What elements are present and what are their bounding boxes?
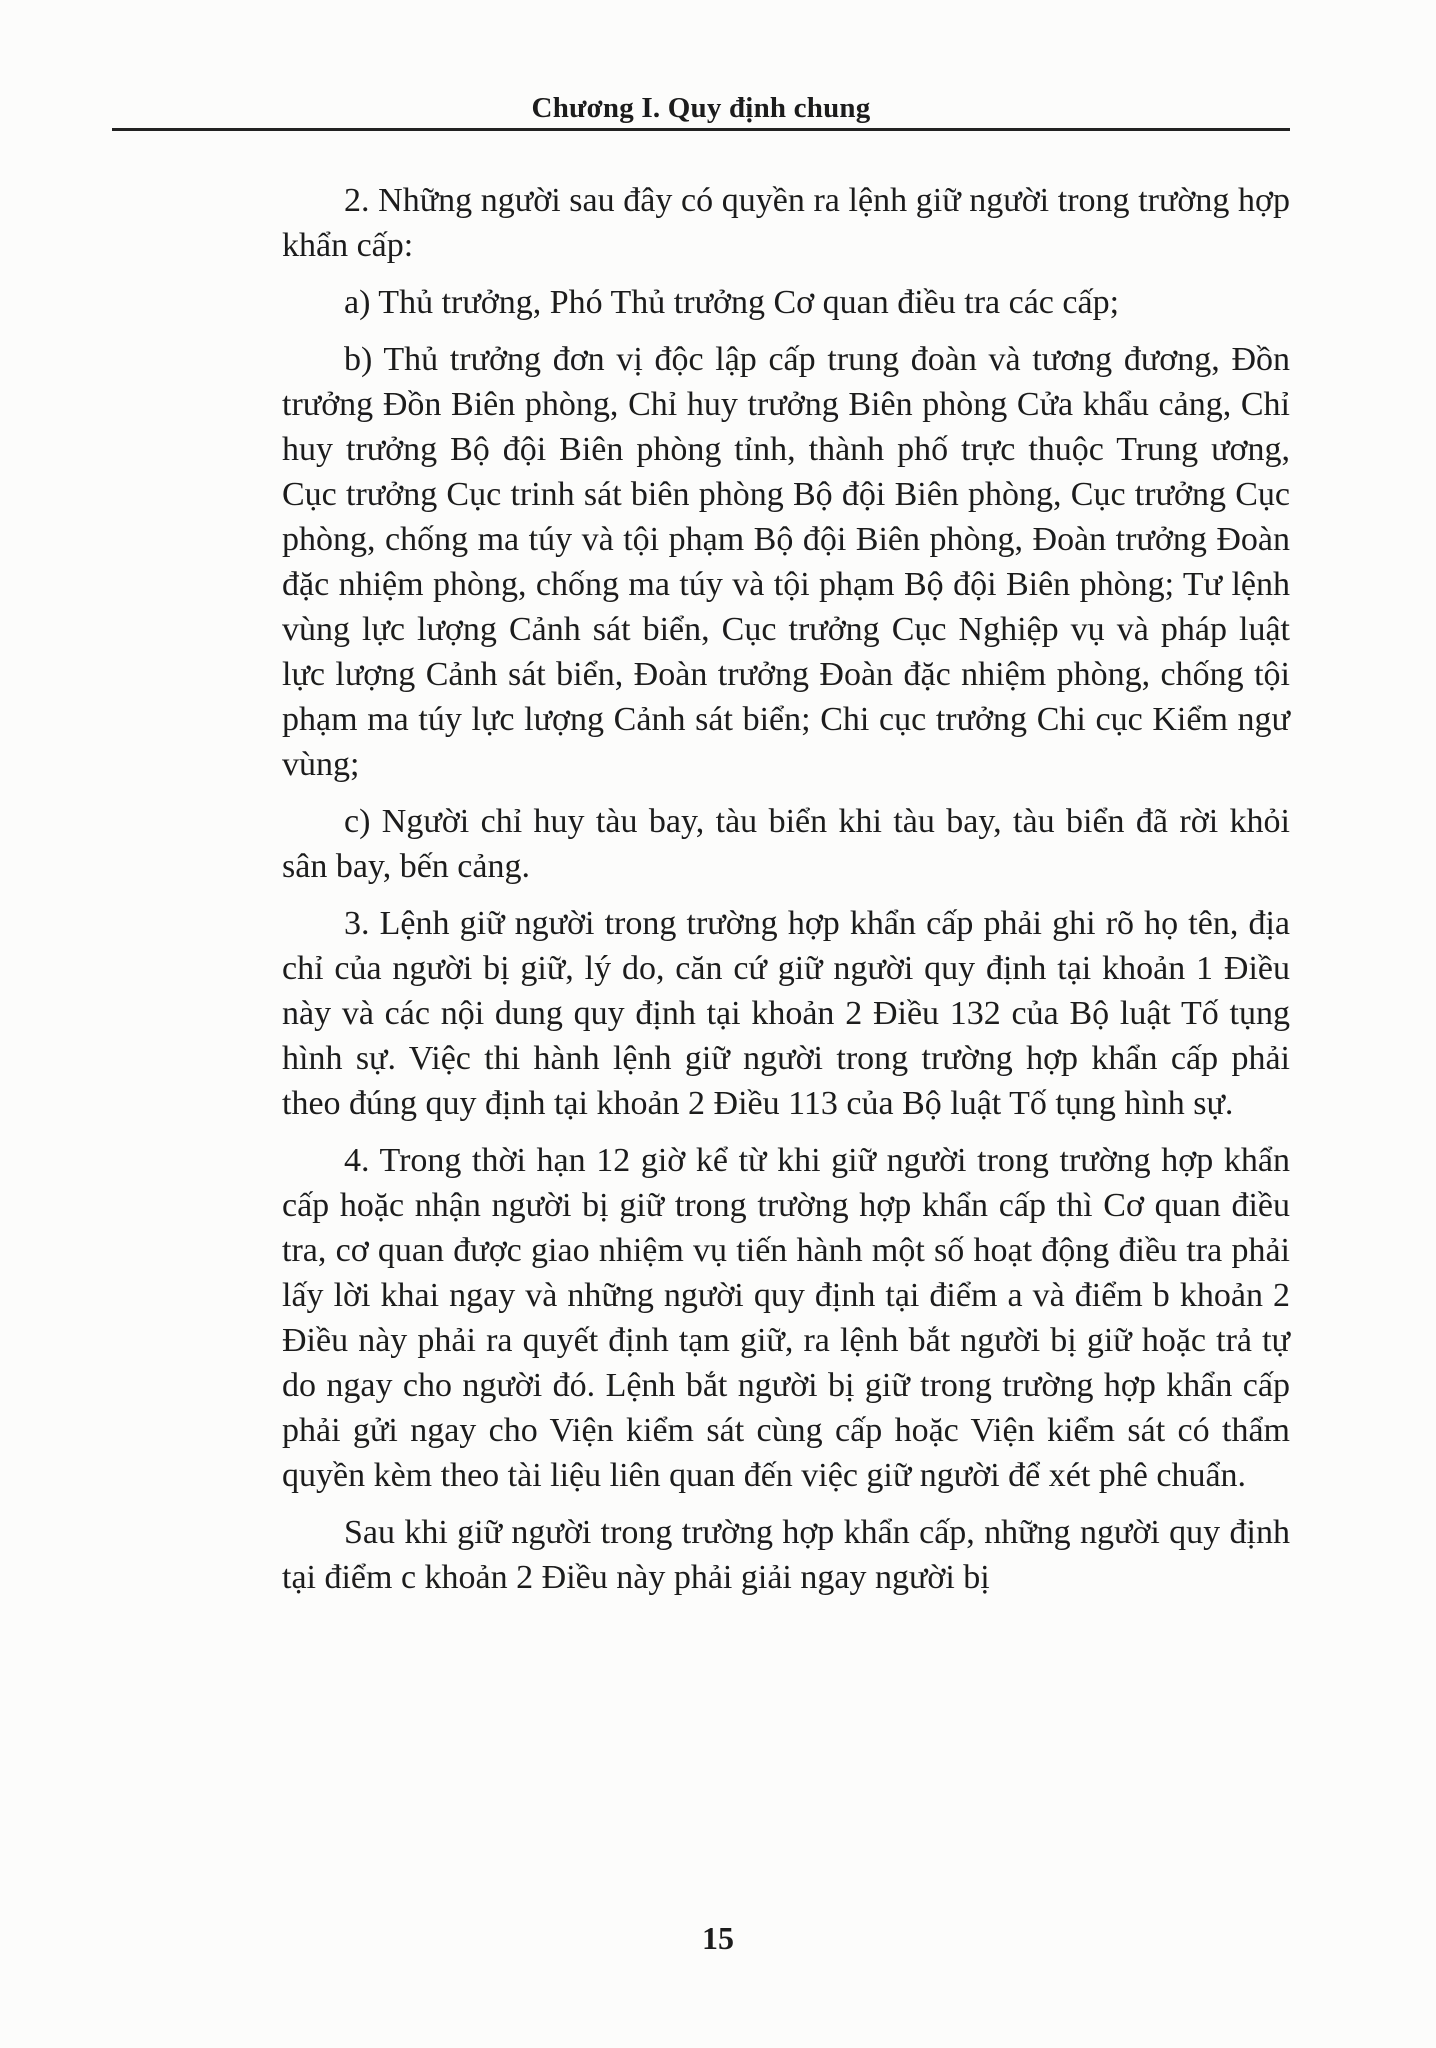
header-rule (112, 128, 1290, 131)
paragraph-continuation: Sau khi giữ người trong trường hợp khẩn cấp, những người quy định tại điểm c khoản 2 Điều này phải giải ngay người bị (282, 1514, 1290, 1596)
paragraph-point-a: a) Thủ trưởng, Phó Thủ trưởng Cơ quan điều tra các cấp; (344, 284, 1120, 321)
page-number: 15 (702, 1920, 734, 1956)
paragraph-point-c: c) Người chỉ huy tàu bay, tàu biển khi tàu bay, tàu biển đã rời khỏi sân bay, bến cảng. (282, 803, 1290, 885)
body-text (282, 178, 1290, 1612)
paragraph-clause-4: 4. Trong thời hạn 12 giờ kể từ khi giữ người trong trường hợp khẩn cấp hoặc nhận người bị giữ trong trường hợp khẩn cấp thì Cơ quan điều tra, cơ quan được giao nhiệm vụ tiến hành một số hoạt động điều tra phải lấy lời khai ngay và những người quy định tại điểm a và điểm b khoản 2 Điều này phải ra quyết định tạm giữ, ra lệnh bắt người bị giữ hoặc trả tự do ngay cho người đó. Lệnh bắt người bị giữ trong trường hợp khẩn cấp phải gửi ngay cho Viện kiểm sát cùng cấp hoặc Viện kiểm sát có thẩm quyền kèm theo tài liệu liên quan đến việc giữ người để xét phê chuẩn. (282, 1142, 1290, 1494)
chapter-header: Chương I. Quy định chung (531, 92, 871, 124)
paragraph-clause-3: 3. Lệnh giữ người trong trường hợp khẩn cấp phải ghi rõ họ tên, địa chỉ của người bị giữ, lý do, căn cứ giữ người quy định tại khoản 1 Điều này và các nội dung quy định tại khoản 2 Điều 132 của Bộ luật Tố tụng hình sự. Việc thi hành lệnh giữ người trong trường hợp khẩn cấp phải theo đúng quy định tại khoản 2 Điều 113 của Bộ luật Tố tụng hình sự. (282, 905, 1290, 1122)
paragraph-point-b: b) Thủ trưởng đơn vị độc lập cấp trung đoàn và tương đương, Đồn trưởng Đồn Biên phòng, Chỉ huy trưởng Biên phòng Cửa khẩu cảng, Chỉ huy trưởng Bộ đội Biên phòng tỉnh, thành phố trực thuộc Trung ương, Cục trưởng Cục trinh sát biên phòng Bộ đội Biên phòng, Cục trưởng Cục phòng, chống ma túy và tội phạm Bộ đội Biên phòng, Đoàn trưởng Đoàn đặc nhiệm phòng, chống ma túy và tội phạm Bộ đội Biên phòng; Tư lệnh vùng lực lượng Cảnh sát biển, Cục trưởng Cục Nghiệp vụ và pháp luật lực lượng Cảnh sát biển, Đoàn trưởng Đoàn đặc nhiệm phòng, chống tội phạm ma túy lực lượng Cảnh sát biển; Chi cục trưởng Chi cục Kiểm ngư vùng; (282, 341, 1290, 783)
paragraph-clause-2: 2. Những người sau đây có quyền ra lệnh giữ người trong trường hợp khẩn cấp: (282, 182, 1290, 264)
